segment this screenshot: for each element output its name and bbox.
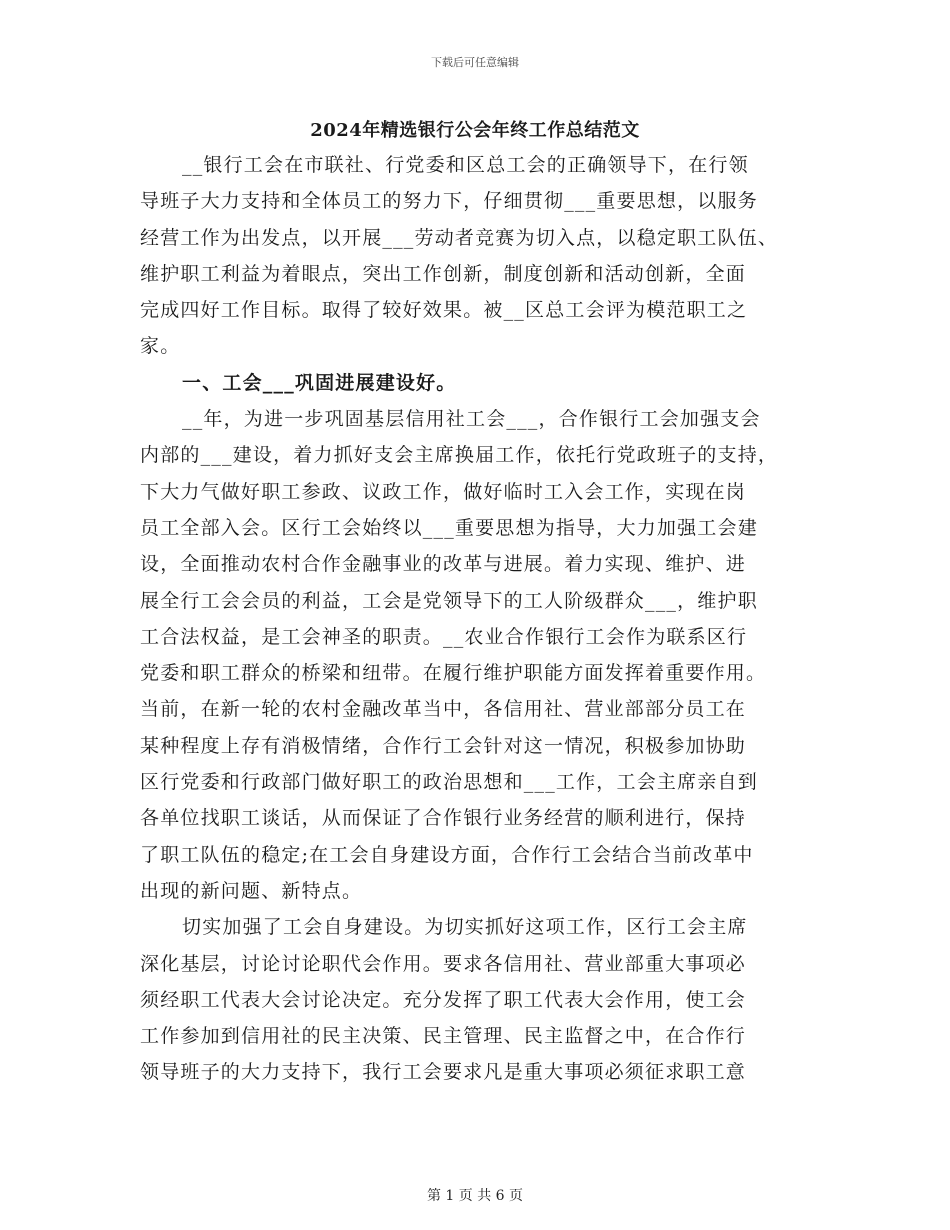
text-line: 切实加强了工会自身建设。为切实抓好这项工作，区行工会主席	[182, 916, 748, 939]
text-line: 展全行工会会员的利益，工会是党领导下的工人阶级群众___，维护职	[140, 589, 758, 612]
text-line: 设，全面推动农村合作金融事业的改革与进展。着力实现、维护、进	[140, 553, 747, 576]
text-line: 完成四好工作目标。取得了较好效果。被__区总工会评为模范职工之	[140, 299, 748, 322]
text-line: 家。	[140, 335, 181, 358]
text-line: 区行党委和行政部门做好职工的政治思想和___工作，工会主席亲自到	[140, 771, 758, 794]
paragraph-section-1	[140, 401, 820, 909]
text-line: 须经职工代表大会讨论决定。充分发挥了职工代表大会作用，使工会	[140, 988, 747, 1011]
text-line: 党委和职工群众的桥梁和纽带。在履行维护职能方面发挥着重要作用。	[140, 662, 767, 685]
paragraph-section-1-cont	[140, 909, 820, 1090]
section-heading-1: 一、工会___巩固进展建设好。	[182, 371, 457, 394]
text-line: 维护职工利益为着眼点，突出工作创新，制度创新和活动创新，全面	[140, 262, 747, 285]
paragraph-intro	[140, 147, 820, 365]
text-line: 经营工作为出发点，以开展___劳动者竞赛为切入点，以稳定职工队伍、	[140, 226, 779, 249]
text-line: __银行工会在市联社、行党委和区总工会的正确领导下，在行领	[182, 154, 749, 176]
text-line: 各单位找职工谈话，从而保证了合作银行业务经营的顺利进行，保持	[140, 807, 747, 830]
page-footer-pagination: 第 1 页 共 6 页	[426, 1188, 524, 1204]
text-line: 当前，在新一轮的农村金融改革当中，各信用社、营业部部分员工在	[140, 698, 747, 721]
text-line: 内部的___建设，着力抓好支会主席换届工作，依托行党政班子的支持，	[140, 444, 779, 467]
document-body	[140, 147, 820, 1091]
text-line: __年，为进一步巩固基层信用社工会___，合作银行工会加强支会	[182, 408, 761, 431]
page-header-note: 下载后可任意编辑	[431, 56, 519, 69]
text-line: 导班子大力支持和全体员工的努力下，仔细贯彻___重要思想，以服务	[140, 190, 758, 213]
text-line: 工作参加到信用社的民主决策、民主管理、民主监督之中，在合作行	[140, 1025, 747, 1048]
document-title: 2024年精选银行公会年终工作总结范文	[310, 120, 640, 141]
text-line: 出现的新问题、新特点。	[140, 879, 363, 902]
text-line: 员工全部入会。区行工会始终以___重要思想为指导，大力加强工会建	[140, 516, 758, 539]
text-line: 了职工队伍的稳定;在工会自身建设方面，合作行工会结合当前改革中	[140, 843, 754, 866]
text-line: 领导班子的大力支持下，我行工会要求凡是重大事项必须征求职工意	[140, 1061, 747, 1084]
text-line: 工合法权益，是工会神圣的职责。__农业合作银行工会作为联系区行	[140, 625, 748, 648]
text-line: 下大力气做好职工参政、议政工作，做好临时工入会工作，实现在岗	[140, 480, 747, 503]
text-line: 深化基层，讨论讨论职代会作用。要求各信用社、营业部重大事项必	[140, 952, 747, 975]
text-line: 某种程度上存有消极情绪，合作行工会针对这一情况，积极参加协助	[140, 734, 747, 757]
